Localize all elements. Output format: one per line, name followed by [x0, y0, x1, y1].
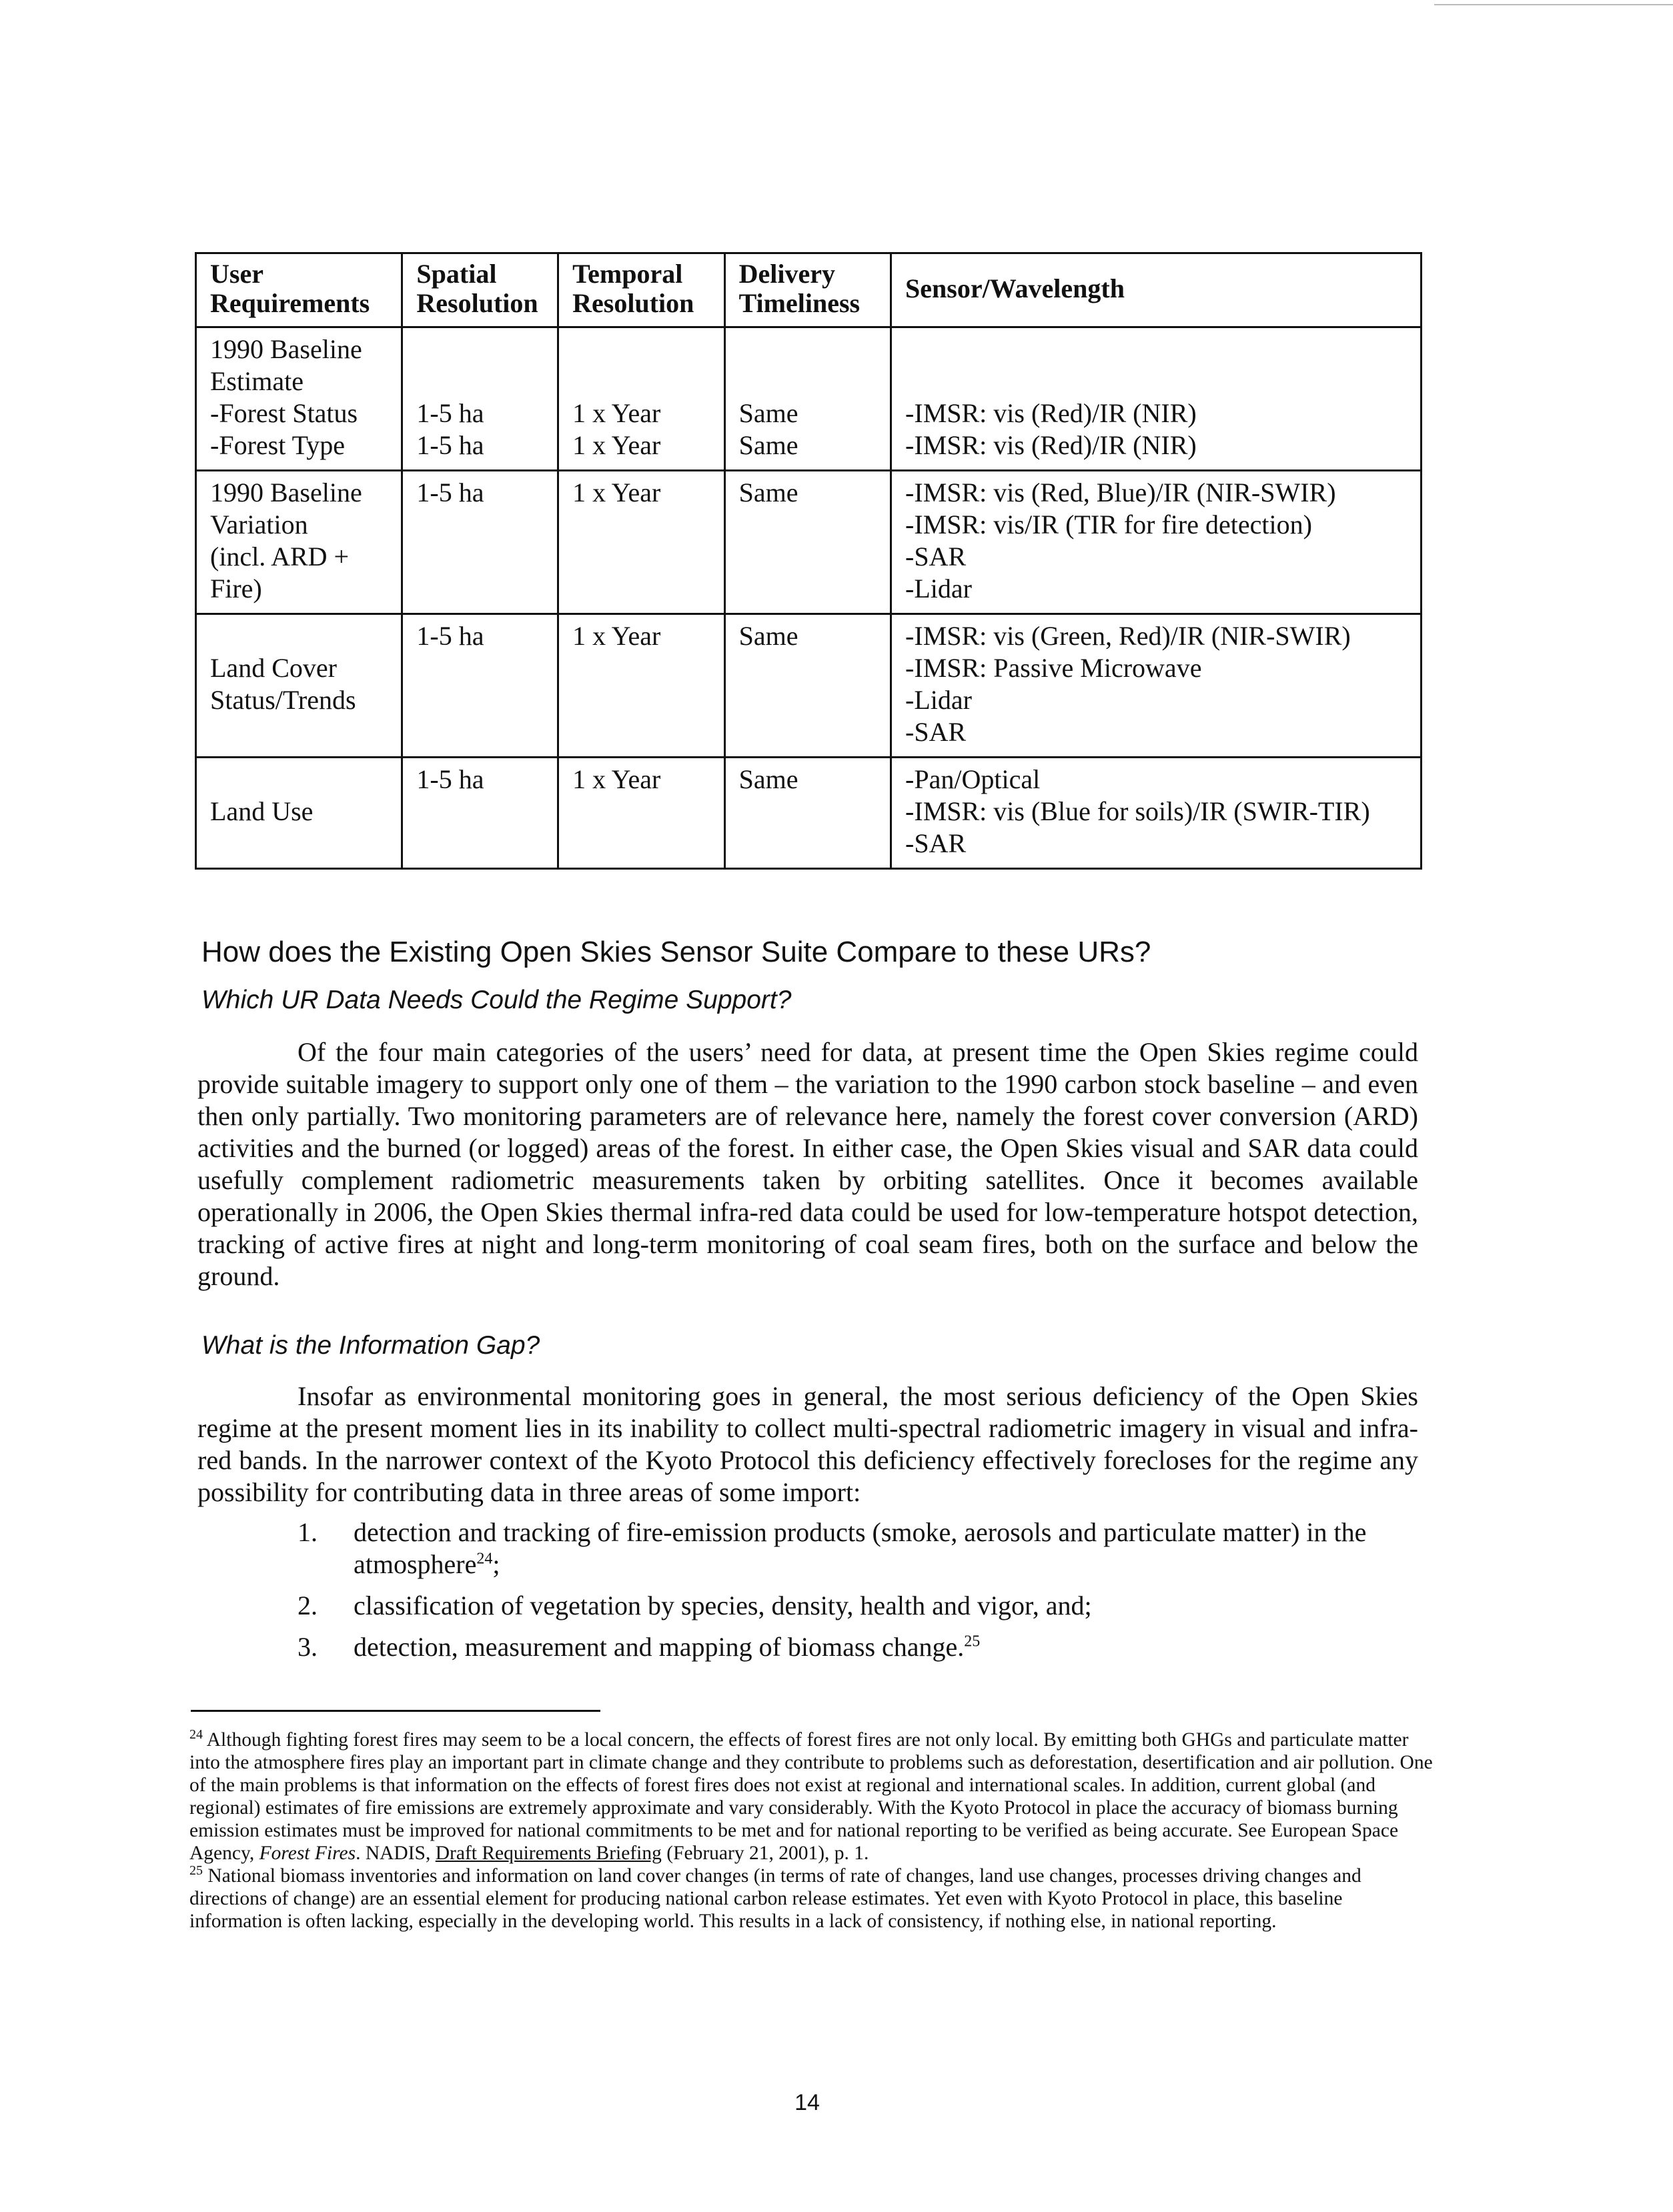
table-row: [196, 758, 1422, 869]
cell-sensor: -IMSR: vis (Green, Red)/IR (NIR-SWIR) -IMSR: Passive Microwave -Lidar -SAR: [891, 614, 1422, 758]
cell-requirement: 1990 Baseline Estimate -Forest Status -Forest Type: [196, 327, 402, 471]
cell-spatial: 1-5 ha 1-5 ha: [402, 327, 558, 471]
footnote-ref-24[interactable]: 24: [476, 1550, 493, 1568]
list-item: 2. classification of vegetation by species, density, health and vigor, and;: [298, 1590, 1092, 1620]
user-requirements-table: [195, 252, 1422, 870]
cell-temporal: 1 x Year: [558, 614, 724, 758]
cell-temporal: 1 x Year: [558, 471, 724, 614]
table-row: [196, 471, 1422, 614]
cell-spatial: 1-5 ha: [402, 758, 558, 869]
cell-delivery: Same: [724, 614, 891, 758]
cell-delivery: Same: [724, 758, 891, 869]
section-heading: How does the Existing Open Skies Sensor Suite Compare to these URs?: [201, 936, 1151, 968]
header-delivery-timeliness: Delivery Timeliness: [724, 253, 891, 327]
cell-spatial: 1-5 ha: [402, 614, 558, 758]
footnote-25: $^{25}$ National biomass inventories and information on land cover changes (in terms of rate of changes, land use changes, processes driving changes and directions of change) are an essential element for producing national carbon release estimates. Yet even with Kyoto Protocol in place, this baseline information is often lacking, especially in the developing world. This results in a lack of consistency, if nothing else, in national reporting.: [189, 1863, 1361, 1932]
paragraph-data-needs: Of the four main categories of the users’ need for data, at present time the Open Skies regime could provide suitable imagery to support only one of them – the variation to the 1990 carbon stock baseline – and even then only partially. Two monitoring parameters are of relevance here, namely the forest cover conversion (ARD) activities and the burned (or logged) areas of the forest. In either case, the Open Skies visual and SAR data could usefully complement radiometric measurements taken by orbiting satellites. Once it becomes available operationally in 2006, the Open Skies thermal infra-red data could be used for low-temperature hotspot detection, tracking of active fires at night and long-term monitoring of coal seam fires, both on the surface and below the ground.: [197, 1037, 1418, 1291]
list-item: 1. detection and tracking of fire-emission products (smoke, aerosols and particulate matter) in the atmosphere$^{24}$;: [298, 1517, 1367, 1579]
table-row: [196, 614, 1422, 758]
paragraph-information-gap: Insofar as environmental monitoring goes in general, the most serious deficiency of the Open Skies regime at the present moment lies in its inability to collect multi-spectral radiometric imagery in visual and infra-red bands. In the narrower context of the Kyoto Protocol this deficiency effectively forecloses for the regime any possibility for contributing data in three areas of some import:: [197, 1381, 1418, 1507]
footnote-24: $^{24}$ Although fighting forest fires may seem to be a local concern, the effects of forest fires are not only local. By emitting both GHGs and particulate matter into the atmosphere fires play an important part in climate change and they contribute to problems such as deforestation, desertification and air pollution. One of the main problems is that information on the effects of forest fires does not exist at regional and international scales. In addition, current global (and regional) estimates of fire emissions are extremely approximate and vary considerably. With the Kyoto Protocol in place the accuracy of biomass burning emission estimates must be improved for national commitments to be met and for national reporting to be verified as being accurate. See European Space Agency, Forest Fires. NADIS, Draft Requirements Briefing (February 21, 2001), p. 1.: [189, 1727, 1433, 1864]
header-sensor-wavelength: Sensor/Wavelength: [891, 253, 1422, 327]
subsection-heading-ur-support: Which UR Data Needs Could the Regime Support?: [201, 986, 792, 1014]
cell-sensor: -IMSR: vis (Red)/IR (NIR) -IMSR: vis (Red)/IR (NIR): [891, 327, 1422, 471]
list-item: 3. detection, measurement and mapping of biomass change.$^{25}$: [298, 1632, 981, 1662]
page-number: 14: [794, 2090, 820, 2115]
cell-temporal: 1 x Year 1 x Year: [558, 327, 724, 471]
cell-requirement: Land Cover Status/Trends: [196, 614, 402, 758]
cell-sensor: -IMSR: vis (Red, Blue)/IR (NIR-SWIR) -IMSR: vis/IR (TIR for fire detection) -SAR -Lidar: [891, 471, 1422, 614]
footnote-separator: [191, 1710, 600, 1712]
cell-sensor: -Pan/Optical -IMSR: vis (Blue for soils)/IR (SWIR-TIR) -SAR: [891, 758, 1422, 869]
subsection-heading-information-gap: What is the Information Gap?: [201, 1331, 540, 1360]
footnote-link-draft-requirements: Draft Requirements Briefing: [435, 1843, 662, 1864]
deficiency-list: [197, 1516, 1418, 1673]
top-edge-rule: [1434, 4, 1673, 5]
cell-requirement: Land Use: [196, 758, 402, 869]
cell-temporal: 1 x Year: [558, 758, 724, 869]
header-user-requirements: User Requirements: [196, 253, 402, 327]
header-temporal-resolution: Temporal Resolution: [558, 253, 724, 327]
footnotes: [189, 1729, 1437, 1933]
header-spatial-resolution: Spatial Resolution: [402, 253, 558, 327]
table-header-row: [196, 253, 1422, 327]
cell-requirement: 1990 Baseline Variation (incl. ARD + Fire): [196, 471, 402, 614]
footnote-ref-25[interactable]: 25: [964, 1632, 981, 1650]
cell-delivery: Same: [724, 471, 891, 614]
cell-delivery: Same Same: [724, 327, 891, 471]
cell-spatial: 1-5 ha: [402, 471, 558, 614]
table-row: [196, 327, 1422, 471]
